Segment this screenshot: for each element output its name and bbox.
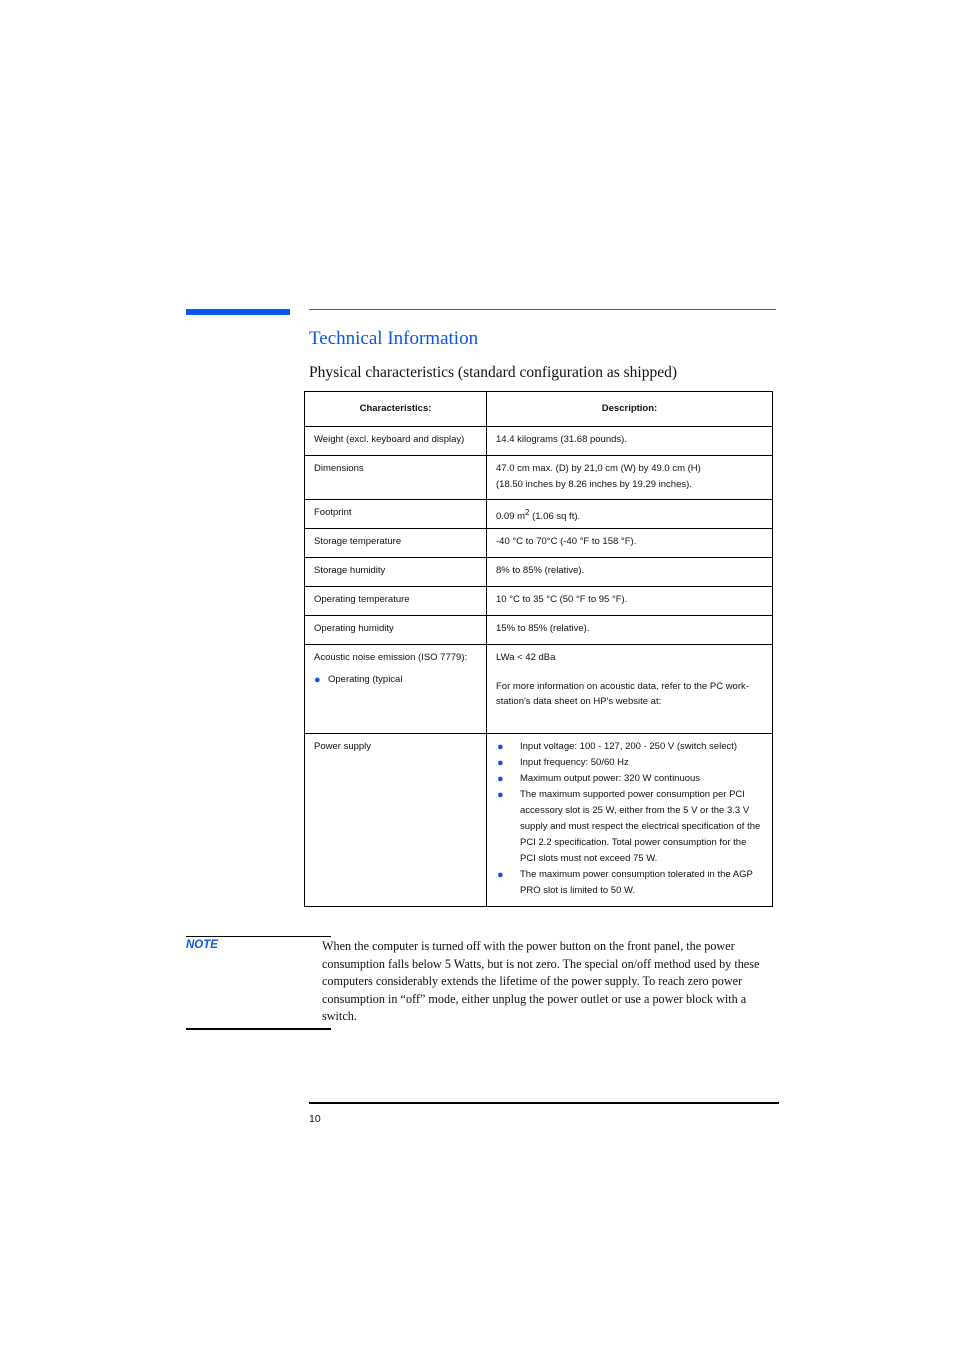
bullet-icon: ● <box>314 674 321 686</box>
description-line: For more information on acoustic data, refer to the PC work-station's data sheet on HP's website at: <box>496 681 749 707</box>
bullet-icon: ● <box>497 869 504 881</box>
note-label: NOTE <box>186 939 218 951</box>
list-item <box>496 867 763 899</box>
description-cell: 10 °C to 35 °C (50 °F to 95 °F). <box>487 587 773 616</box>
section-title: Technical Information <box>309 328 479 349</box>
characteristic-cell: Power supply <box>305 734 487 907</box>
description-line: LWa < 42 dBa <box>496 652 556 663</box>
table-title: Physical characteristics (standard configuration as shipped) <box>309 364 678 381</box>
bullet-icon: ● <box>497 773 504 785</box>
description-cell <box>487 734 773 907</box>
description-cell <box>487 500 773 529</box>
bullet-text: Operating (typical <box>328 674 403 685</box>
characteristic-cell: Weight (excl. keyboard and display) <box>305 427 487 456</box>
characteristic-cell: Footprint <box>305 500 487 529</box>
characteristic-cell: Storage temperature <box>305 529 487 558</box>
characteristic-cell: Storage humidity <box>305 558 487 587</box>
list-item <box>496 771 763 787</box>
footprint-value-suffix: (1.06 sq ft). <box>529 511 581 523</box>
characteristic-cell: Dimensions <box>305 456 487 500</box>
column-header-characteristics: Characteristics: <box>305 392 487 427</box>
column-header-description: Description: <box>487 392 773 427</box>
table-row <box>305 558 773 587</box>
table-row <box>305 645 773 734</box>
description-line: 47.0 cm max. (D) by 21,0 cm (W) by 49.0 cm (H) <box>496 463 701 474</box>
table-header-row <box>305 392 773 427</box>
footprint-value: 0.09 m <box>496 511 526 523</box>
bullet-text: Input frequency: 50/60 Hz <box>520 757 629 768</box>
bullet-text: The maximum supported power consumption per PCI accessory slot is 25 W, either from the 5 V or the 3.3 V supply and must respect the electrical specification of the PCI 2.2 specification. Total power consumption for the PCI slots must not exceed 75 W. <box>520 789 761 864</box>
bullet-icon: ● <box>497 741 504 753</box>
bullet-text: Input voltage: 100 - 127, 200 - 250 V (switch select) <box>520 741 738 752</box>
description-cell: 8% to 85% (relative). <box>487 558 773 587</box>
description-cell <box>487 645 773 734</box>
description-line: (18.50 inches by 8.26 inches by 19.29 inches). <box>496 479 692 490</box>
list-item <box>496 755 763 771</box>
list-item <box>496 787 763 867</box>
bullet-icon: ● <box>497 757 504 769</box>
characteristic-label: Acoustic noise emission (ISO 7779): <box>314 652 468 663</box>
description-cell: 14.4 kilograms (31.68 pounds). <box>487 427 773 456</box>
footer-rule <box>309 1102 779 1104</box>
list-item <box>314 672 477 688</box>
note-rule-bottom <box>186 1028 331 1030</box>
table-row <box>305 616 773 645</box>
bullet-text: Maximum output power: 320 W continuous <box>520 773 701 784</box>
note-rule-top <box>186 936 331 937</box>
bullet-icon: ● <box>497 789 504 801</box>
specifications-table <box>304 391 773 907</box>
superscript: 2 <box>525 508 530 517</box>
table-row <box>305 529 773 558</box>
list-item <box>496 739 763 755</box>
description-cell: -40 °C to 70°C (-40 °F to 158 °F). <box>487 529 773 558</box>
power-supply-list <box>496 739 763 899</box>
table-row <box>305 500 773 529</box>
characteristic-cell <box>305 645 487 734</box>
description-cell <box>487 456 773 500</box>
note-text: When the computer is turned off with the power button on the front panel, the power consumption falls below 5 Watts, but is not zero. The special on/off method used by these computers considerably extends the lifetime of the power supply. To reach zero power consumption in “off” mode, either unplug the power outlet or use a power block with a switch. <box>322 939 760 1024</box>
bullet-text: The maximum power consumption tolerated in the AGP PRO slot is limited to 50 W. <box>520 869 753 896</box>
header-accent-bar <box>186 309 290 315</box>
table-row <box>305 456 773 500</box>
characteristic-cell: Operating temperature <box>305 587 487 616</box>
description-cell: 15% to 85% (relative). <box>487 616 773 645</box>
table-row <box>305 734 773 907</box>
page-number: 10 <box>309 1113 321 1125</box>
characteristic-cell: Operating humidity <box>305 616 487 645</box>
table-row <box>305 427 773 456</box>
header-rule <box>309 309 776 310</box>
table-row <box>305 587 773 616</box>
